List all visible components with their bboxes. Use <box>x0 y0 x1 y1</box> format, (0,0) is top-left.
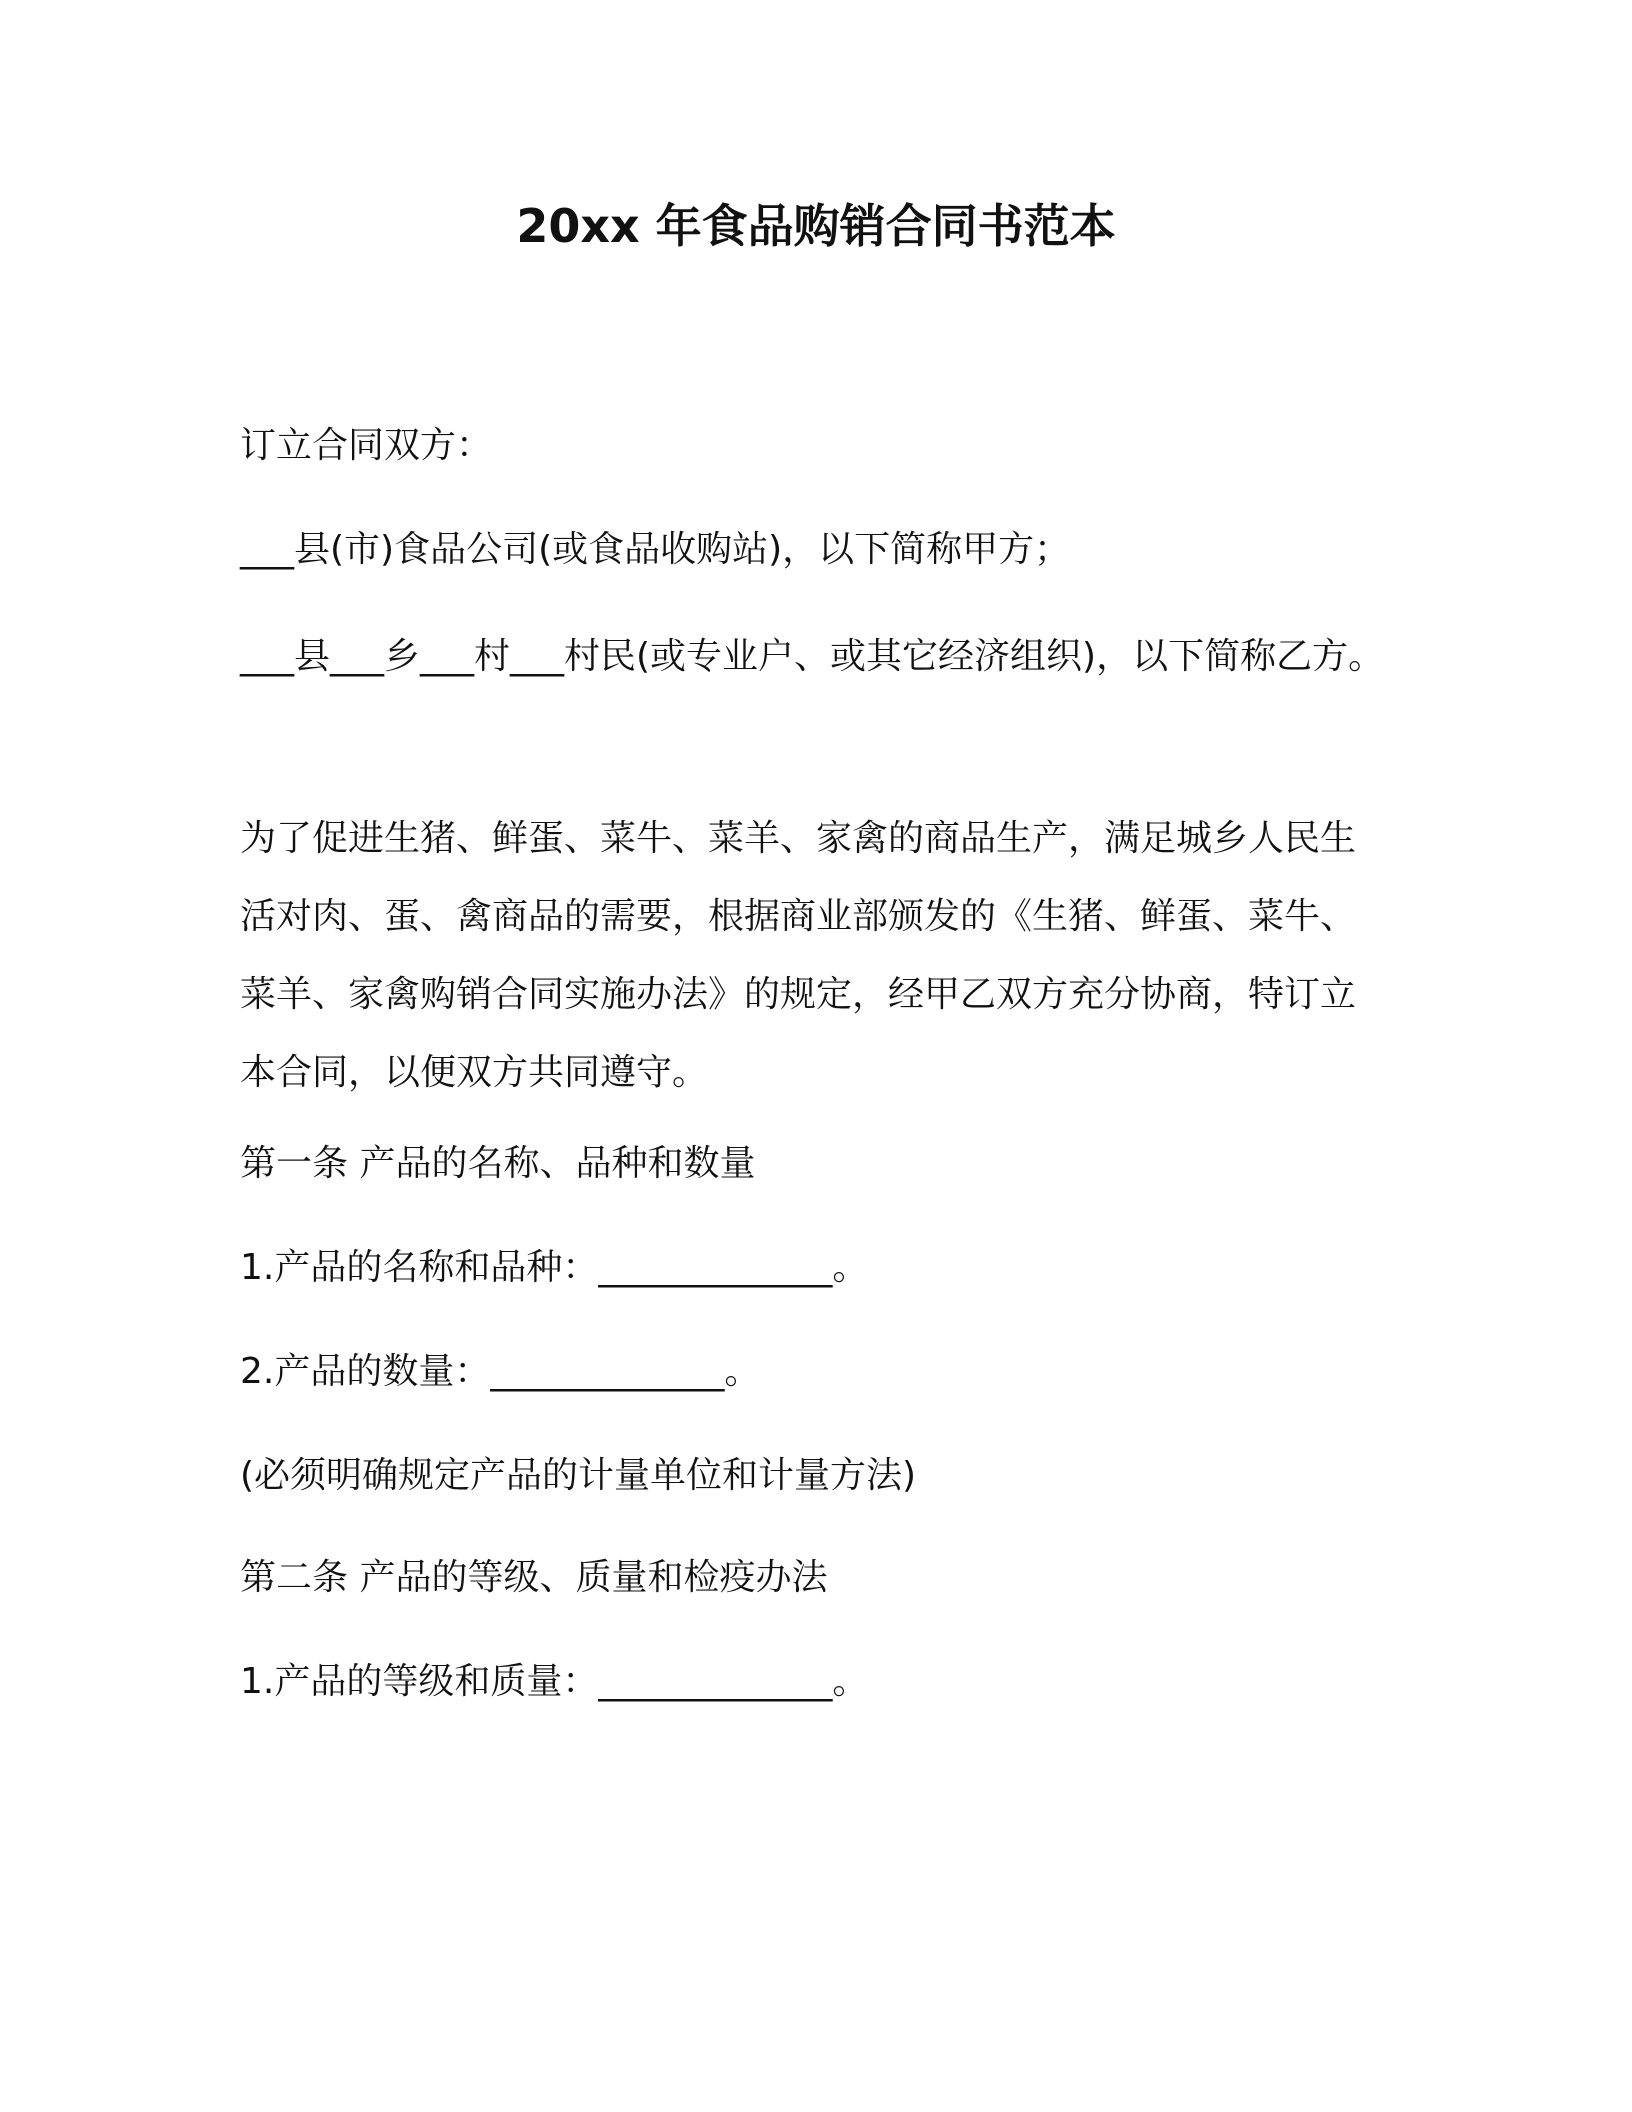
party-a-line: ___县(市)食品公司(或食品收购站)，以下简称甲方； <box>240 529 1071 570</box>
article-1-item-2: 2.产品的数量：_____________。 <box>240 1351 761 1392</box>
article-2-heading: 第二条 产品的等级、质量和检疫办法 <box>240 1557 828 1598</box>
purpose-paragraph: 为了促进生猪、鲜蛋、菜牛、菜羊、家禽的商品生产，满足城乡人民生活对肉、蛋、禽商品的需要，根据商业部颁发的《生猪、鲜蛋、菜牛、菜羊、家禽购销合同实施办法》的规定，经甲乙双方充分协商，特订立本合同，以便双方共同遵守。 <box>240 818 1357 1093</box>
document-title: 20xx 年食品购销合同书范本 <box>516 199 1116 253</box>
article-1-heading: 第一条 产品的名称、品种和数量 <box>240 1143 756 1184</box>
parties-heading: 订立合同双方： <box>240 425 493 466</box>
party-b-line: ___县___乡___村___村民(或专业户、或其它经济组织)，以下简称乙方。 <box>240 636 1385 677</box>
article-1-item-1: 1.产品的名称和品种：_____________。 <box>240 1247 869 1288</box>
article-2-item-1: 1.产品的等级和质量：_____________。 <box>240 1661 869 1702</box>
article-1-note: (必须明确规定产品的计量单位和计量方法) <box>240 1455 917 1496</box>
